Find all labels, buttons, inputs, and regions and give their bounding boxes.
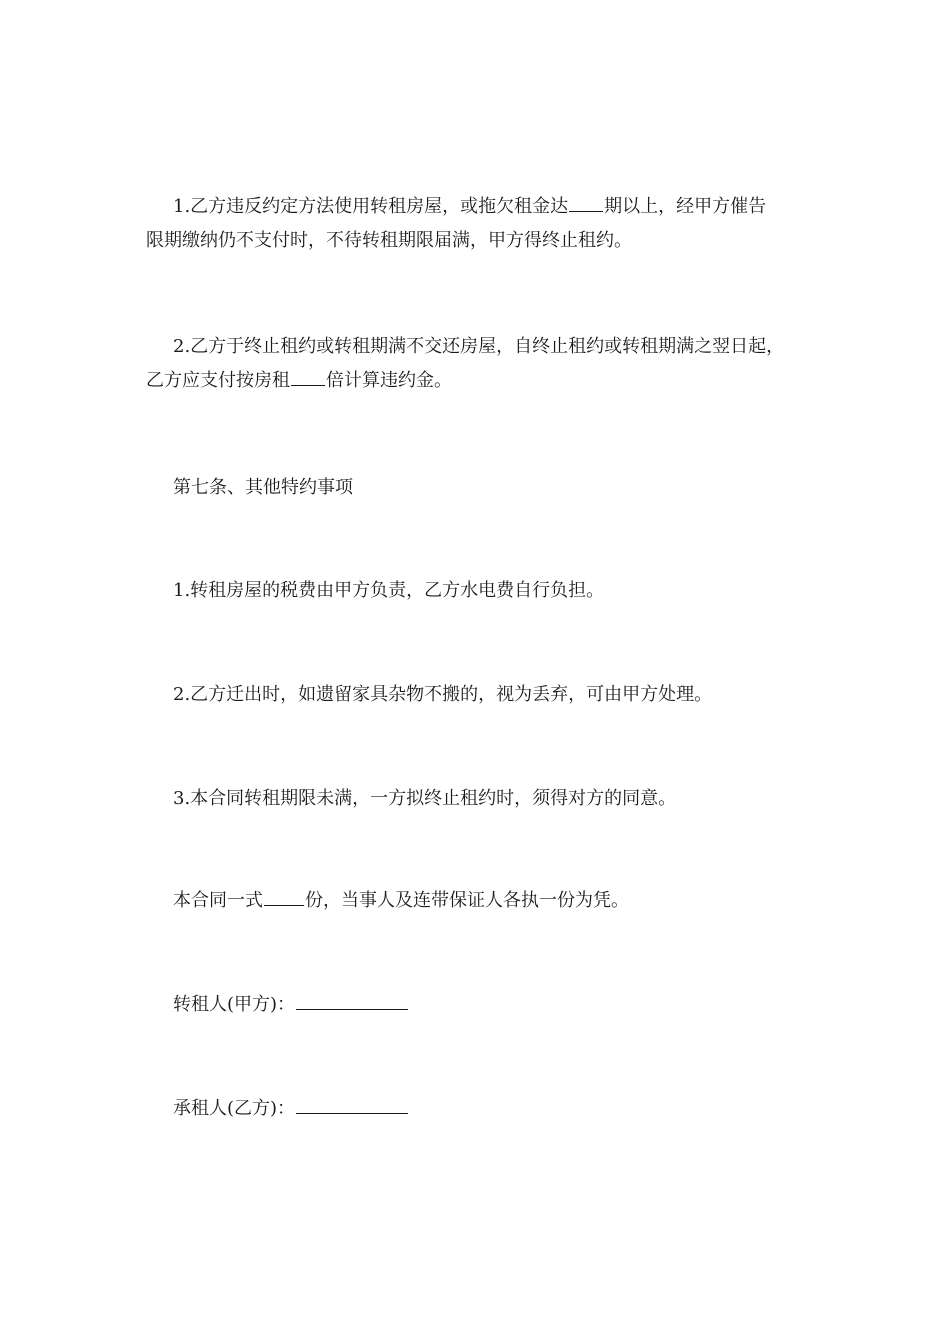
clause-2-text-b: 乙方应支付按房租 [146,370,290,391]
clause-1 [146,190,816,258]
clause-1-blank [569,193,603,212]
copies-text-b: 份，当事人及连带保证人各执一份为凭。 [305,890,629,911]
copies-blank [264,887,304,906]
clause-1-text-b: 期以上，经甲方催告 [604,196,767,217]
clause-1-text-c: 限期缴纳仍不支付时，不待转租期限届满，甲方得终止租约。 [146,230,632,251]
lessee-signature-line [296,1095,408,1114]
clause-2-text-c: 倍计算违约金。 [326,370,452,391]
article-7-heading: 第七条、其他特约事项 [173,477,353,498]
signature-sublessor [146,988,816,1022]
sublessor-label: 转租人(甲方)： [173,994,296,1015]
article-7-item-2: 2.乙方迁出时，如遗留家具杂物不搬的，视为丢弃，可由甲方处理。 [173,684,713,705]
clause-2-blank [291,367,325,386]
copies-clause [146,884,816,918]
clause-1-text-a: 1.乙方违反约定方法使用转租房屋，或拖欠租金达 [173,196,569,217]
article-7-item-3: 3.本合同转租期限未满，一方拟终止租约时，须得对方的同意。 [173,788,677,809]
copies-text-a: 本合同一式 [173,890,263,911]
signature-lessee [146,1092,816,1126]
lessee-label: 承租人(乙方)： [173,1098,296,1119]
clause-2-text-a: 2.乙方于终止租约或转租期满不交还房屋，自终止租约或转租期满之翌日起， [173,336,785,357]
sublessor-signature-line [296,991,408,1010]
article-7-item-1: 1.转租房屋的税费由甲方负责，乙方水电费自行负担。 [173,580,605,601]
clause-2 [146,330,816,398]
